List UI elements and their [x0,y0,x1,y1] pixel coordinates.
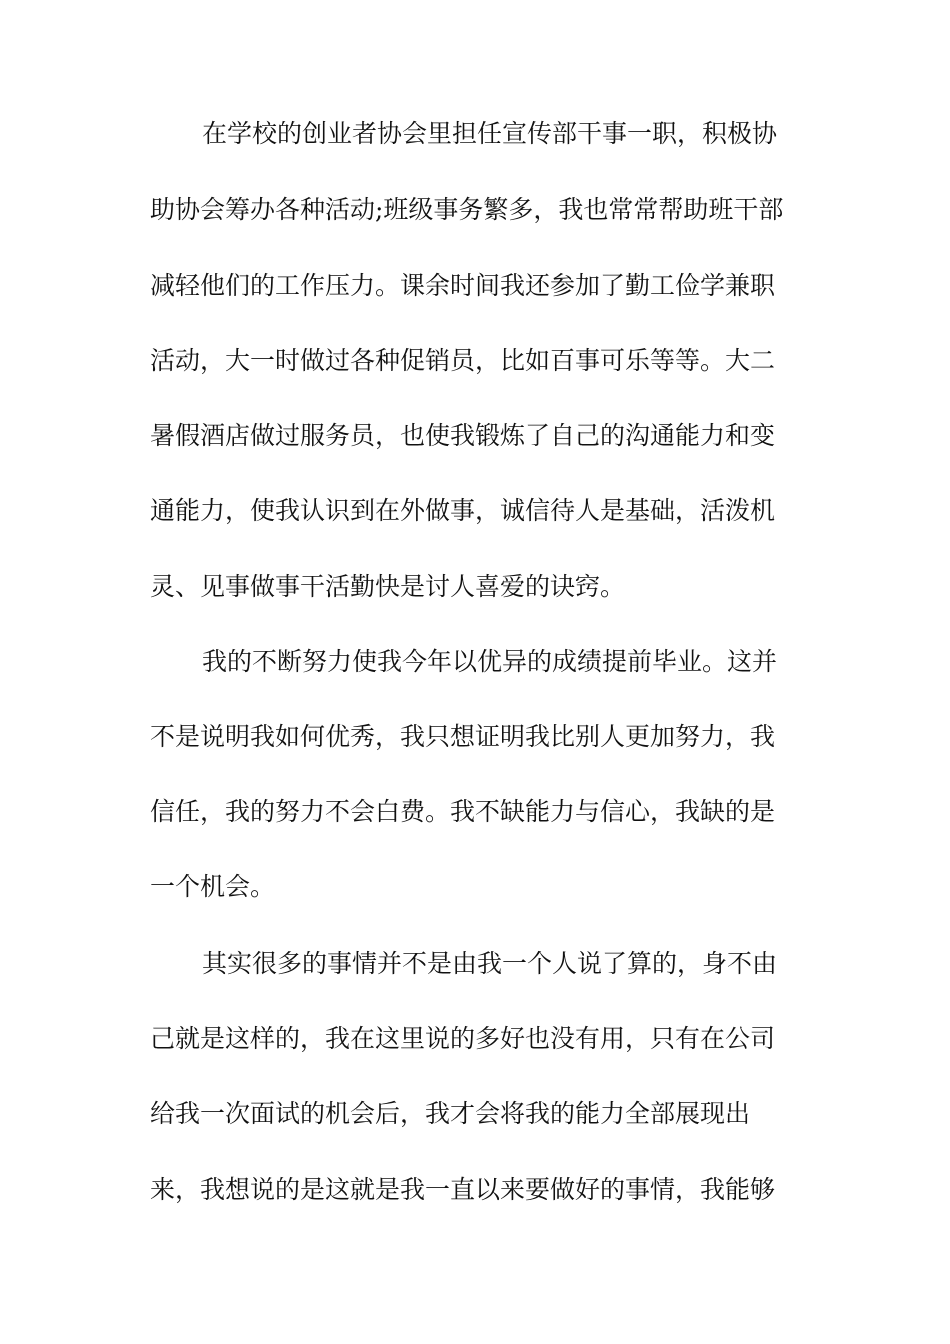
paragraph-line: 助协会筹办各种活动;班级事务繁多，我也常常帮助班干部 [150,195,784,224]
paragraph-line: 我的不断努力使我今年以优异的成绩提前毕业。这并 [202,647,778,676]
paragraph-line: 来，我想说的是这就是我一直以来要做好的事情，我能够 [150,1175,776,1204]
paragraph-line: 信任，我的努力不会白费。我不缺能力与信心，我缺的是 [150,797,776,826]
paragraph-line: 不是说明我如何优秀，我只想证明我比别人更加努力，我 [150,722,776,751]
paragraph-line: 活动，大一时做过各种促销员，比如百事可乐等等。大二 [150,346,776,375]
paragraph-line: 通能力，使我认识到在外做事，诚信待人是基础，活泼机 [150,496,776,525]
paragraph-line: 灵、见事做事干活勤快是讨人喜爱的诀窍。 [150,572,626,601]
paragraph-line: 其实很多的事情并不是由我一个人说了算的，身不由 [202,949,778,978]
paragraph-line: 在学校的创业者协会里担任宣传部干事一职，积极协 [202,119,778,148]
paragraph-line: 暑假酒店做过服务员，也使我锻炼了自己的沟通能力和变 [150,421,776,450]
paragraph-line: 给我一次面试的机会后，我才会将我的能力全部展现出 [150,1099,751,1128]
paragraph-line: 减轻他们的工作压力。课余时间我还参加了勤工俭学兼职 [150,271,776,300]
paragraph-line: 一个机会。 [150,872,276,901]
paragraph-line: 己就是这样的，我在这里说的多好也没有用，只有在公司 [150,1024,776,1053]
